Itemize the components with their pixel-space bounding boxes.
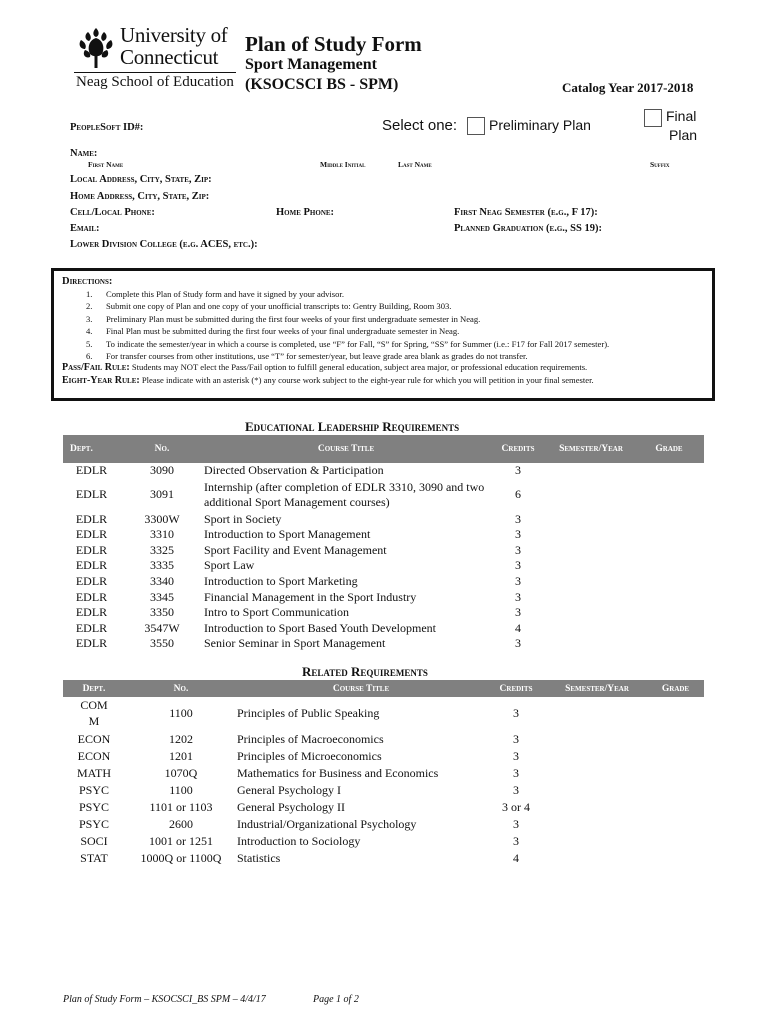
grade-cell[interactable] [647, 731, 704, 748]
logo-line-university: University of [120, 23, 228, 47]
direction-item: 3. Preliminary Plan must be submitted during the first four weeks of your first undergraduate semester in Neag. [86, 313, 481, 324]
planned-graduation-label: Planned Graduation (e.g., SS 19): [454, 223, 602, 234]
grade-cell[interactable] [634, 527, 704, 543]
logo-school-name: Neag School of Education [76, 74, 234, 90]
semester-cell[interactable] [548, 636, 634, 652]
semester-cell[interactable] [548, 543, 634, 559]
table-row: MATH 1070Q Mathematics for Business and Economics 3 [63, 765, 704, 782]
grade-cell[interactable] [647, 799, 704, 816]
edlr-table [63, 435, 704, 652]
table-row: EDLR 3547W Introduction to Sport Based Youth Development 4 [63, 621, 704, 637]
grade-cell[interactable] [634, 574, 704, 590]
semester-cell[interactable] [548, 512, 634, 528]
table-row: EDLR 3325 Sport Facility and Event Management 3 [63, 543, 704, 559]
peoplesoft-id-label: PeopleSoft ID#: [70, 122, 144, 133]
grade-cell[interactable] [634, 590, 704, 606]
col-course-title: Course Title [237, 680, 485, 697]
page-title: Plan of Study Form [245, 32, 422, 56]
footer-page-number: Page 1 of 2 [313, 994, 359, 1005]
semester-cell[interactable] [547, 731, 647, 748]
catalog-year: Catalog Year 2017-2018 [562, 80, 694, 95]
semester-cell[interactable] [548, 558, 634, 574]
program-code: (KSOCSCI BS - SPM) [245, 76, 399, 93]
directions-box [51, 268, 715, 401]
logo-line-connecticut: Connecticut [120, 45, 219, 69]
preliminary-plan-label: Preliminary Plan [489, 117, 591, 133]
table-row: PSYC 1101 or 1103 General Psychology II 3 or 4 [63, 799, 704, 816]
grade-cell[interactable] [647, 850, 704, 867]
col-semester-year: Semester/Year [548, 435, 634, 463]
directions-list [54, 288, 609, 362]
grade-cell[interactable] [647, 748, 704, 765]
grade-cell[interactable] [634, 512, 704, 528]
related-section-title: Related Requirements [302, 664, 428, 679]
table-row: EDLR 3310 Introduction to Sport Management 3 [63, 527, 704, 543]
table-row: EDLR 3350 Intro to Sport Communication 3 [63, 605, 704, 621]
semester-cell[interactable] [547, 697, 647, 731]
col-no: No. [125, 680, 237, 697]
footer-doc-id: Plan of Study Form – KSOCSCI_BS SPM – 4/4/17 [63, 994, 266, 1005]
grade-cell[interactable] [647, 816, 704, 833]
col-credits: Credits [488, 435, 548, 463]
direction-item: 1. Complete this Plan of Study form and have it signed by your advisor. [86, 289, 344, 299]
home-address-label: Home Address, City, State, Zip: [70, 191, 210, 202]
grade-cell[interactable] [647, 765, 704, 782]
name-label: Name: [70, 148, 98, 159]
grade-cell[interactable] [634, 479, 704, 512]
semester-cell[interactable] [547, 765, 647, 782]
semester-cell[interactable] [547, 833, 647, 850]
table-row: EDLR 3335 Sport Law 3 [63, 558, 704, 574]
table-row: PSYC 1100 General Psychology I 3 [63, 782, 704, 799]
col-semester-year: Semester/Year [547, 680, 647, 697]
middle-initial-label: Middle Initial [320, 160, 366, 169]
table-row: EDLR 3550 Senior Seminar in Sport Management 3 [63, 636, 704, 652]
table-row: EDLR 3345 Financial Management in the Sport Industry 3 [63, 590, 704, 606]
semester-cell[interactable] [548, 621, 634, 637]
semester-cell[interactable] [547, 799, 647, 816]
final-plan-label-line2: Plan [669, 127, 698, 143]
semester-cell[interactable] [548, 527, 634, 543]
col-dept: Dept. [63, 680, 125, 697]
grade-cell[interactable] [634, 621, 704, 637]
semester-cell[interactable] [547, 782, 647, 799]
home-phone-label: Home Phone: [276, 207, 335, 218]
table-row: STAT 1000Q or 1100Q Statistics 4 [63, 850, 704, 867]
table-row: COMM 1100 Principles of Public Speaking 3 [63, 697, 704, 731]
grade-cell[interactable] [647, 697, 704, 731]
cell-phone-label: Cell/Local Phone: [70, 207, 155, 218]
grade-cell[interactable] [647, 782, 704, 799]
final-plan-label-line1: Final [666, 108, 697, 124]
table-row: EDLR 3300W Sport in Society 3 [63, 512, 704, 528]
oak-leaf-icon [76, 26, 116, 70]
table-row: EDLR 3090 Directed Observation & Participation 3 [63, 463, 704, 479]
local-address-label: Local Address, City, State, Zip: [70, 174, 212, 185]
col-credits: Credits [485, 680, 547, 697]
grade-cell[interactable] [647, 833, 704, 850]
select-one-label: Select one: [382, 117, 458, 134]
semester-cell[interactable] [547, 816, 647, 833]
email-label: Email: [70, 223, 100, 234]
direction-item: 4. Final Plan must be submitted during the first four weeks of your final undergraduate semester in Neag. [86, 326, 460, 337]
pass-fail-rule: Pass/Fail Rule: Students may NOT elect the Pass/Fail option to fulfill general education, subject area major, or professional education requirements. [62, 362, 588, 373]
col-grade: Grade [634, 435, 704, 463]
table-row: EDLR 3340 Introduction to Sport Marketing 3 [63, 574, 704, 590]
related-table [63, 680, 704, 867]
col-course-title: Course Title [204, 435, 488, 463]
first-neag-semester-label: First Neag Semester (e.g., F 17): [454, 207, 598, 218]
lower-division-label: Lower Division College (e.g. ACES, etc.): [70, 239, 258, 250]
final-plan-checkbox[interactable] [644, 109, 662, 127]
table-row: ECON 1202 Principles of Macroeconomics 3 [63, 731, 704, 748]
semester-cell[interactable] [548, 479, 634, 512]
direction-item: 5. To indicate the semester/year in which a course is completed, use “F” for Fall, “S” for Spring, “SS” for Summer (i.e.: F17 for Fall 2017 semester). [86, 338, 610, 349]
last-name-label: Last Name [398, 160, 432, 169]
table-row: ECON 1201 Principles of Microeconomics 3 [63, 748, 704, 765]
page-subtitle: Sport Management [245, 56, 377, 73]
logo-divider [74, 72, 236, 73]
edlr-section-title: Educational Leadership Requirements [245, 419, 460, 434]
col-dept: Dept. [63, 435, 120, 463]
semester-cell[interactable] [547, 850, 647, 867]
grade-cell[interactable] [634, 605, 704, 621]
semester-cell[interactable] [547, 748, 647, 765]
grade-cell[interactable] [634, 543, 704, 559]
suffix-label: Suffix [650, 160, 670, 169]
col-grade: Grade [647, 680, 704, 697]
semester-cell[interactable] [548, 574, 634, 590]
directions-heading: Directions: [62, 276, 113, 287]
grade-cell[interactable] [634, 636, 704, 652]
table-row: EDLR 3091 Internship (after completion of EDLR 3310, 3090 and two additional Sport Management courses) 6 [63, 479, 704, 512]
university-logo [74, 24, 236, 96]
eight-year-rule: Eight-Year Rule: Please indicate with an asterisk (*) any course work subject to the eight-year rule for which you will petition in your final semester. [62, 375, 594, 386]
semester-cell[interactable] [548, 463, 634, 479]
semester-cell[interactable] [548, 590, 634, 606]
semester-cell[interactable] [548, 605, 634, 621]
direction-item: 2. Submit one copy of Plan and one copy of your unofficial transcripts to: Gentry Building, Room 303. [86, 301, 452, 312]
grade-cell[interactable] [634, 558, 704, 574]
direction-item: 6. For transfer courses from other institutions, use “T” for semester/year, but leave grade area blank as grades do not transfer. [86, 351, 528, 362]
table-row: SOCI 1001 or 1251 Introduction to Sociology 3 [63, 833, 704, 850]
preliminary-plan-checkbox[interactable] [467, 117, 485, 135]
grade-cell[interactable] [634, 463, 704, 479]
table-row: PSYC 2600 Industrial/Organizational Psychology 3 [63, 816, 704, 833]
col-no: No. [120, 435, 204, 463]
first-name-label: First Name [88, 160, 124, 169]
